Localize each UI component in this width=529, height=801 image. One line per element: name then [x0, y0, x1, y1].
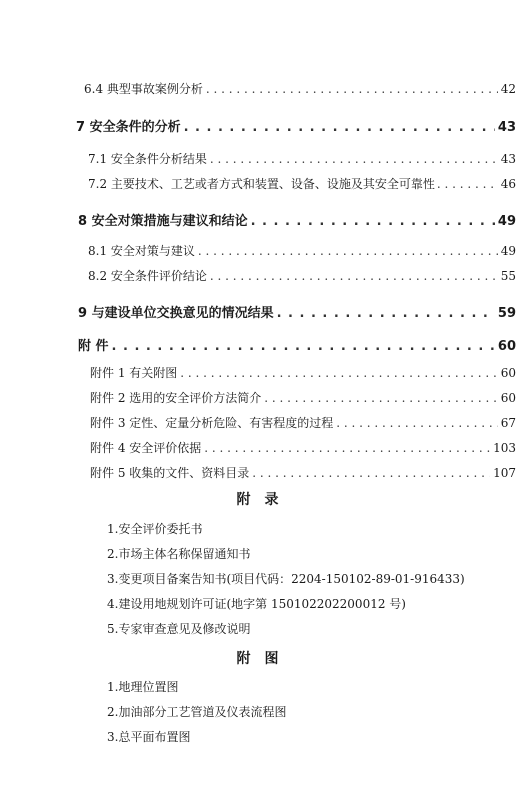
- toc-entry[interactable]: [90, 389, 516, 406]
- appendix-item: 1.安全评价委托书: [107, 522, 203, 536]
- toc-page-number: 49: [497, 214, 516, 229]
- toc-page-number: 67: [500, 416, 516, 430]
- toc-page-number: 103: [493, 441, 516, 455]
- toc-entry[interactable]: [90, 364, 516, 381]
- toc-page-number: 60: [500, 366, 516, 380]
- dot-leader: [210, 152, 498, 166]
- toc-page-number: 60: [497, 339, 516, 354]
- appendix-heading: 附录: [236, 492, 293, 508]
- appendix-item: 3.变更项目备案告知书(项目代码：2204-150102-89-01-916433): [107, 572, 465, 586]
- appendix-item: 5.专家审查意见及修改说明: [107, 622, 251, 636]
- figure-item: 1.地理位置图: [107, 680, 179, 694]
- dot-leader: [336, 416, 497, 430]
- dot-leader: [251, 214, 495, 229]
- toc-label: 8.1 安全对策与建议: [88, 244, 195, 258]
- toc-label: 附件 4 安全评价依据: [90, 441, 202, 455]
- toc-label: 附件 2 选用的安全评价方法简介: [90, 391, 262, 405]
- appendix-item: 2.市场主体名称保留通知书: [107, 547, 251, 561]
- toc-entry[interactable]: [88, 242, 516, 259]
- toc-entry[interactable]: [78, 335, 516, 354]
- dot-leader: [112, 339, 495, 354]
- toc-page-number: 49: [500, 244, 516, 258]
- toc-entry[interactable]: [78, 302, 516, 321]
- dot-leader: [184, 120, 495, 135]
- toc-entry[interactable]: [88, 267, 516, 284]
- toc-page-number: 55: [500, 269, 516, 283]
- toc-page-number: 59: [497, 306, 516, 321]
- toc-label: 9 与建设单位交换意见的情况结果: [78, 306, 274, 321]
- toc-entry[interactable]: [76, 116, 516, 135]
- toc-page-number: 46: [500, 177, 516, 191]
- toc-entry[interactable]: [90, 414, 516, 431]
- toc-page-number: 43: [500, 152, 516, 166]
- toc-label: 附件 3 定性、定量分析危险、有害程度的过程: [90, 416, 334, 430]
- toc-label: 7 安全条件的分析: [76, 120, 181, 135]
- dot-leader: [277, 306, 495, 321]
- toc-label: 7.1 安全条件分析结果: [88, 152, 207, 166]
- toc-label: 8.2 安全条件评价结论: [88, 269, 207, 283]
- toc-page-number: 107: [493, 466, 516, 480]
- toc-label: 附件 1 有关附图: [90, 366, 178, 380]
- toc-entry[interactable]: [84, 80, 516, 97]
- toc-label: 8 安全对策措施与建议和结论: [78, 214, 248, 229]
- toc-entry[interactable]: [88, 175, 516, 192]
- toc-entry[interactable]: [90, 439, 516, 456]
- dot-leader: [264, 391, 497, 405]
- figure-item: 2.加油部分工艺管道及仪表流程图: [107, 705, 287, 719]
- toc-entry[interactable]: [90, 464, 516, 481]
- toc-label: 7.2 主要技术、工艺或者方式和装置、设备、设施及其安全可靠性: [88, 177, 435, 191]
- toc-label: 附 件: [78, 339, 109, 354]
- dot-leader: [206, 82, 498, 96]
- figure-item: 3.总平面布置图: [107, 730, 191, 744]
- toc-page-number: 60: [500, 391, 516, 405]
- toc-entry[interactable]: [88, 150, 516, 167]
- dot-leader: [204, 441, 490, 455]
- dot-leader: [198, 244, 498, 258]
- toc-entry[interactable]: [78, 210, 516, 229]
- toc-label: 附件 5 收集的文件、资料目录: [90, 466, 250, 480]
- appendix-item: 4.建设用地规划许可证(地字第 150102202200012 号): [107, 597, 406, 611]
- toc-page-number: 42: [500, 82, 516, 96]
- figures-heading: 附图: [236, 651, 293, 667]
- dot-leader: [252, 466, 490, 480]
- dot-leader: [210, 269, 498, 283]
- toc-label: 6.4 典型事故案例分析: [84, 82, 203, 96]
- toc-page-number: 43: [497, 120, 516, 135]
- dot-leader: [180, 366, 497, 380]
- dot-leader: [437, 177, 499, 191]
